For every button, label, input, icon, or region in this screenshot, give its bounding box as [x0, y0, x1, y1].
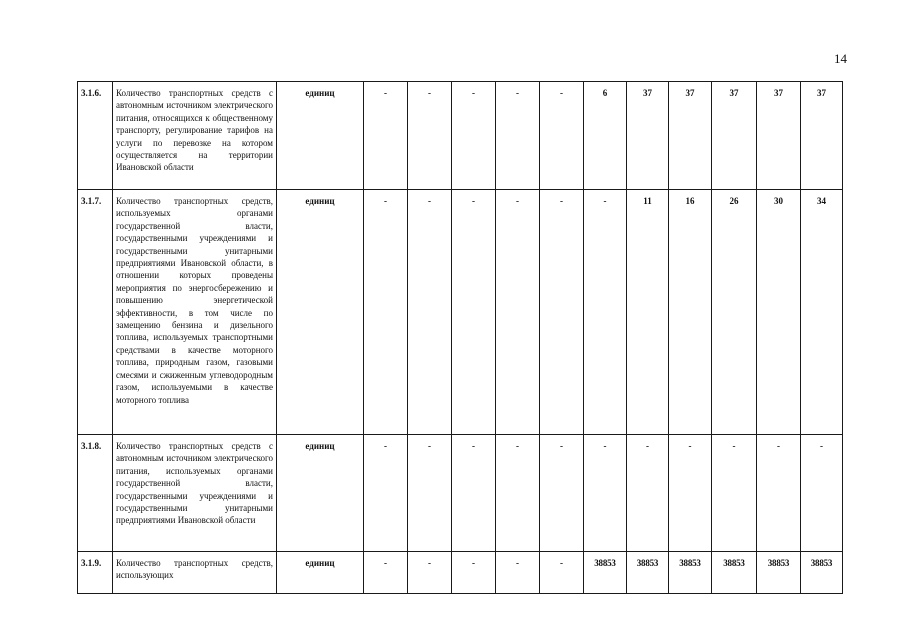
row-number: 3.1.8. — [78, 435, 113, 552]
value-cell: - — [627, 435, 669, 552]
row-description: Количество транспортных средств, использующих — [113, 552, 277, 594]
value-cell: - — [712, 435, 757, 552]
value-cell: 38853 — [757, 552, 801, 594]
value-cell: - — [408, 552, 452, 594]
value-cell: - — [801, 435, 843, 552]
value-cell: - — [757, 435, 801, 552]
value-cell: - — [452, 552, 496, 594]
table-row — [78, 190, 843, 435]
row-number: 3.1.6. — [78, 82, 113, 190]
value-cell: - — [408, 435, 452, 552]
table-row — [78, 82, 843, 190]
value-cell: - — [408, 190, 452, 435]
value-cell: 38853 — [627, 552, 669, 594]
value-cell: 30 — [757, 190, 801, 435]
value-cell: - — [364, 82, 408, 190]
value-cell: 37 — [712, 82, 757, 190]
value-cell: 37 — [801, 82, 843, 190]
value-cell: - — [540, 552, 584, 594]
value-cell: 26 — [712, 190, 757, 435]
value-cell: 11 — [627, 190, 669, 435]
value-cell: - — [364, 552, 408, 594]
value-cell: - — [364, 190, 408, 435]
value-cell: - — [496, 435, 540, 552]
indicators-table — [77, 81, 843, 594]
row-unit: единиц — [277, 190, 364, 435]
row-number: 3.1.7. — [78, 190, 113, 435]
value-cell: 38853 — [669, 552, 712, 594]
value-cell: 38853 — [584, 552, 627, 594]
row-description: Количество транспортных средств с автономным источником электрического питания, относящихся к общественному транспорту, регулирование тарифов на услуги по перевозке на котором осуществляется на территории Ивановской области — [113, 82, 277, 190]
value-cell: 37 — [669, 82, 712, 190]
row-description: Количество транспортных средств, используемых органами государственной власти, государственными учреждениями и государственными унитарными предприятиями Ивановской области, в отношении которых проведены мероприятия по энергосбережению и повышению энергетической эффективности, в том числе по замещению бензина и дизельного топлива, используемых транспортными средствами в качестве моторного топлива, природным газом, газовыми смесями и сжиженным углеводородным газом, используемыми в качестве моторного топлива — [113, 190, 277, 435]
value-cell: 6 — [584, 82, 627, 190]
value-cell: 34 — [801, 190, 843, 435]
value-cell: - — [540, 190, 584, 435]
value-cell: 38853 — [712, 552, 757, 594]
value-cell: 16 — [669, 190, 712, 435]
value-cell: - — [540, 82, 584, 190]
table-row — [78, 435, 843, 552]
row-unit: единиц — [277, 82, 364, 190]
value-cell: - — [452, 82, 496, 190]
value-cell: 37 — [757, 82, 801, 190]
value-cell: - — [452, 435, 496, 552]
page-number: 14 — [834, 51, 847, 66]
value-cell: - — [364, 435, 408, 552]
value-cell: 37 — [627, 82, 669, 190]
row-unit: единиц — [277, 552, 364, 594]
value-cell: - — [496, 552, 540, 594]
value-cell: - — [669, 435, 712, 552]
value-cell: - — [496, 190, 540, 435]
value-cell: - — [496, 82, 540, 190]
row-unit: единиц — [277, 435, 364, 552]
value-cell: 38853 — [801, 552, 843, 594]
value-cell: - — [408, 82, 452, 190]
row-description: Количество транспортных средств с автономным источником электрического питания, используемых органами государственной власти, государственными учреждениями и государственными унитарными предприятиями Ивановской области — [113, 435, 277, 552]
value-cell: - — [584, 190, 627, 435]
value-cell: - — [540, 435, 584, 552]
table-row — [78, 552, 843, 594]
value-cell: - — [584, 435, 627, 552]
row-number: 3.1.9. — [78, 552, 113, 594]
value-cell: - — [452, 190, 496, 435]
